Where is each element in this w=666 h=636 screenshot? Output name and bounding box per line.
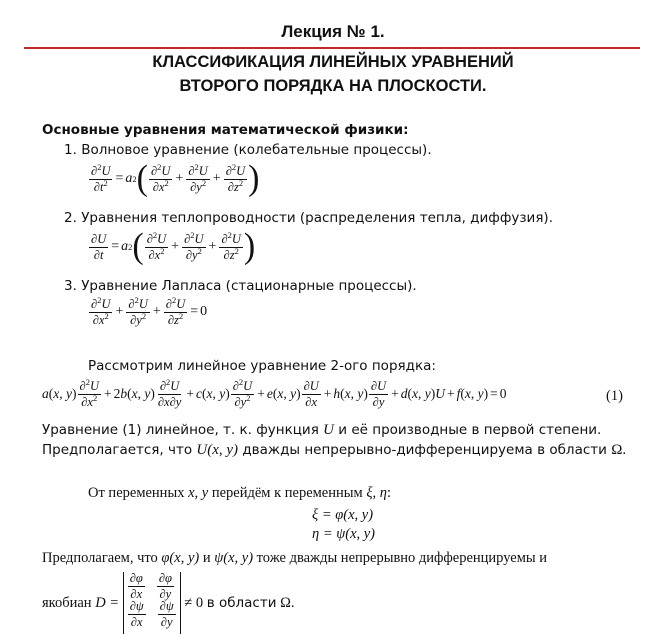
jacobian-prefix: якобиан: [42, 594, 92, 611]
function-symbol: U: [323, 422, 334, 438]
item-number: 1.: [64, 142, 77, 158]
wave-equation: $\frac{\partial^2U}{\partial t^2}$ = a 2 ( $\frac{\partial^2U}{\partial x^2}$ + $\frac{\partial^2U}{\partial y^2}$ + $\frac{\partial^2U}{\partial z^2}$ ): [91, 159, 260, 198]
paragraph-assume-smooth: [42, 442, 626, 459]
change-colon: :: [386, 485, 391, 501]
paragraph-assume-phi-psi: [42, 550, 547, 567]
jacobian-symbol: D =: [95, 594, 120, 611]
item-number: 2.: [64, 210, 77, 226]
heading-line-2: ВТОРОГО ПОРЯДКА НА ПЛОСКОСТИ.: [179, 77, 487, 95]
list-item: [64, 278, 417, 294]
heat-equation: $\frac{\partial U}{\partial t}$ = a 2 ( $\frac{\partial^2U}{\partial x^2}$ + $\frac{\partial^2U}{\partial y^2}$ + $\frac{\partial^2U}{\partial z^2}$ ): [91, 227, 256, 266]
change-mid: перейдём к переменным: [211, 485, 363, 501]
domain-symbol: Ω.: [611, 442, 627, 458]
para1-suffix: и её производные в первой степени.: [338, 422, 602, 438]
list-item: [64, 210, 553, 226]
item-text: Уравнения теплопроводности (распределения тепла, диффузия).: [81, 210, 553, 226]
jacobian-condition: ≠ 0: [184, 594, 204, 611]
item-text: Уравнение Лапласа (стационарные процессы).: [81, 278, 417, 294]
jacobian-suffix: в области: [206, 595, 277, 611]
item-number: 3.: [64, 278, 77, 294]
substitution-xi: ξ = φ(x, y): [312, 507, 374, 523]
para1-prefix: Уравнение (1) линейное, т. к. функция: [42, 422, 319, 438]
list-item: [64, 142, 432, 158]
section-title: Основные уравнения математической физики:: [42, 122, 409, 138]
jacobian-line: [42, 572, 295, 634]
assume-suffix: тоже дважды непрерывно дифференцируемы и: [256, 550, 548, 566]
new-variables: ξ, η: [366, 485, 387, 501]
assume-prefix: Предполагаем, что: [42, 550, 158, 566]
function-expr: U(x, y): [196, 442, 239, 458]
old-variables: x, y: [188, 485, 209, 501]
jacobian-determinant: $\frac{\partial\varphi}{\partial x}$ $\frac{\partial\varphi}{\partial y}$ $\frac{\partial\psi}{\partial x}$ $\frac{\partial\psi}{\partial y}$: [123, 572, 181, 634]
title-rule: [24, 47, 640, 49]
domain-symbol: Ω.: [280, 594, 295, 611]
para2-suffix: дважды непрерывно-дифференцируема в области: [242, 442, 607, 458]
change-prefix: От переменных: [88, 485, 185, 501]
assume-and: и: [202, 550, 211, 566]
phi-function: φ(x, y): [161, 550, 200, 566]
substitution-eta: η = ψ(x, y): [312, 526, 376, 542]
psi-function: ψ(x, y): [214, 550, 254, 566]
para2-prefix: Предполагается, что: [42, 442, 193, 458]
general-linear-equation: a ( x , y ) $\frac{\partial^2U}{\partial x^2}$ + 2 b ( x , y ) $\frac{\partial^2U}{\partial x\partial y}$ + c ( x , y ) $\frac{\partial^2U}{\partial y^2}$ + e ( x , y ) $\frac{\partial U}{\partial x}$ + h ( x , y ) $\frac{\partial U}{\partial y}$ + d ( x , y ) U + f ( x , y ) = 0: [42, 377, 507, 409]
heading-line-1: КЛАССИФИКАЦИЯ ЛИНЕЙНЫХ УРАВНЕНИЙ: [152, 53, 514, 71]
equation-number: (1): [606, 388, 623, 404]
laplace-equation: $\frac{\partial^2U}{\partial x^2}$ + $\frac{\partial^2U}{\partial y^2}$ + $\frac{\partial^2U}{\partial z^2}$ = 0: [91, 295, 208, 327]
paragraph-linear: [42, 422, 601, 439]
variable-change: [88, 485, 391, 502]
linear-intro: Рассмотрим линейное уравнение 2-ого порядка:: [88, 358, 436, 374]
item-text: Волновое уравнение (колебательные процессы).: [81, 142, 432, 158]
lecture-title: Лекция № 1.: [281, 22, 385, 41]
